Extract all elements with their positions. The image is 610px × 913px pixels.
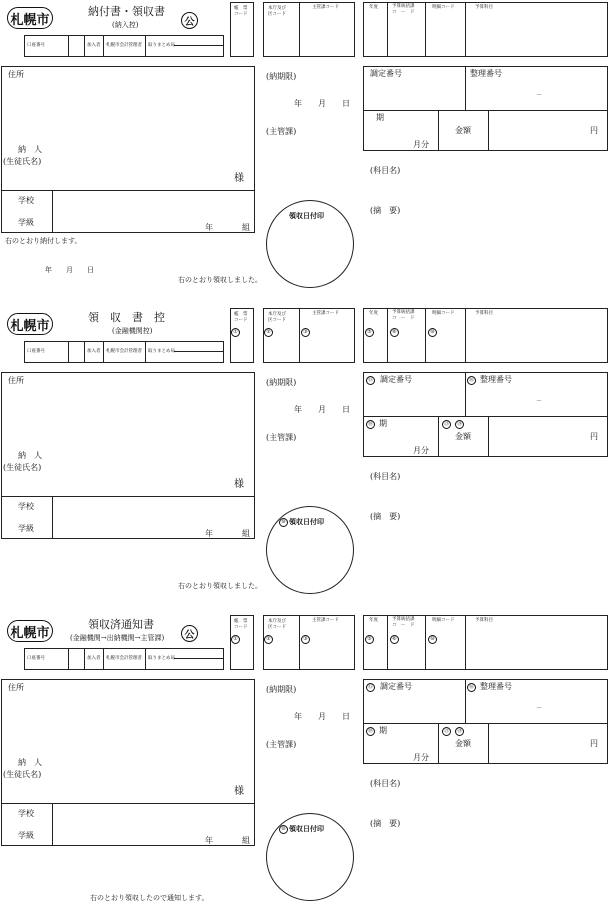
- cell-divider: [68, 35, 69, 57]
- account-info-label: 札幌市会計管理者: [106, 349, 142, 354]
- school-label: 学校: [18, 502, 34, 511]
- cell-divider: [174, 658, 224, 659]
- detail-code-label: 明細コード: [432, 618, 455, 623]
- cell-divider: [145, 648, 146, 670]
- footer-date: 年 月 日: [45, 266, 94, 274]
- budget-code-label: 予算統括課 コ ー ド: [392, 310, 415, 322]
- detail-code-label: 明細コード: [432, 5, 455, 10]
- cell-divider: [387, 615, 388, 670]
- account-info-label: 加入者: [87, 349, 101, 354]
- grade-label: 学級: [18, 218, 34, 227]
- cell-divider: [103, 341, 104, 363]
- footer-note-right: 右のとおり領収しました。: [178, 276, 262, 284]
- summary-label: (摘 要): [370, 512, 401, 521]
- term-label: 期: [379, 419, 387, 428]
- deadline-label: (納期限): [266, 685, 297, 694]
- form-section: [0, 0, 610, 300]
- address-label: 住所: [8, 376, 24, 385]
- cell-divider: [145, 35, 146, 57]
- cell-divider: [387, 2, 388, 57]
- cell-divider: [465, 2, 466, 57]
- cell-divider: [488, 110, 489, 151]
- cell-divider: [68, 341, 69, 363]
- ledger-code-label: 帳 票 コード: [234, 312, 248, 324]
- student-name-label: (生徒氏名): [3, 157, 42, 166]
- summary-label: (摘 要): [370, 206, 401, 215]
- budget-item-label: 予算科目: [475, 5, 493, 10]
- deadline-date: 年 月 日: [294, 405, 350, 414]
- assessment-number-label: 調定番号: [370, 69, 402, 78]
- field-number: ②: [264, 635, 273, 644]
- cell-divider: [174, 45, 224, 46]
- account-info-label: 加入者: [87, 656, 101, 661]
- class-label: 組: [242, 836, 250, 845]
- assessment-number-label: 調定番号: [380, 375, 412, 384]
- assessment-box: [363, 372, 608, 457]
- cell-divider: [84, 648, 85, 670]
- cell-divider: [465, 372, 466, 416]
- year-class-label: 年: [205, 223, 213, 232]
- cell-divider: [1, 803, 255, 804]
- year-label: 年度: [369, 5, 378, 10]
- cell-divider: [465, 66, 466, 110]
- cell-divider: [363, 723, 608, 724]
- cell-divider: [84, 341, 85, 363]
- sama-label: 様: [234, 479, 244, 490]
- detail-code-label: 明細コード: [432, 311, 455, 316]
- cell-divider: [465, 615, 466, 670]
- sama-label: 様: [234, 173, 244, 184]
- stamp-label: 領収日付印: [289, 212, 324, 220]
- form-title: 領収済通知書: [88, 618, 154, 631]
- address-label: 住所: [8, 70, 24, 79]
- assessment-box: [363, 66, 608, 151]
- grade-label: 学級: [18, 831, 34, 840]
- subject-label: (科目名): [370, 472, 401, 481]
- reference-number-label: 整理番号: [480, 682, 512, 691]
- form-subtitle: (金融機関→出納機関→主管課): [70, 634, 165, 642]
- field-number: ⑯: [468, 377, 474, 383]
- year-class-label: 年: [205, 836, 213, 845]
- dept-code-label: 主管課コード: [312, 5, 339, 10]
- field-number: ⑱: [367, 728, 373, 734]
- payer-label: 納 人: [18, 145, 42, 154]
- amount-label: 金額: [455, 432, 471, 441]
- field-number: ⑮: [367, 684, 373, 690]
- cell-divider: [299, 2, 300, 57]
- yen-label: 円: [590, 126, 598, 135]
- cell-divider: [103, 648, 104, 670]
- reference-dash: －: [536, 398, 543, 405]
- term-label: 期: [379, 726, 387, 735]
- cell-divider: [52, 496, 53, 539]
- field-number: ㉔: [456, 728, 462, 734]
- deadline-label: (納期限): [266, 378, 297, 387]
- cell-divider: [1, 190, 255, 191]
- school-label: 学校: [18, 809, 34, 818]
- dept-label: (主管課): [266, 433, 297, 442]
- student-name-label: (生徒氏名): [3, 770, 42, 779]
- payer-label: 納 人: [18, 758, 42, 767]
- cell-divider: [438, 416, 439, 457]
- field-number: ③: [301, 328, 310, 337]
- field-number: ㉑: [443, 728, 449, 734]
- ledger-code-label: 帳 票 コード: [234, 619, 248, 631]
- cell-divider: [387, 308, 388, 363]
- budget-item-label: 予算科目: [475, 618, 493, 623]
- subject-label: (科目名): [370, 779, 401, 788]
- stamp-label: 領収日付印: [289, 518, 324, 526]
- cell-divider: [438, 723, 439, 764]
- field-number: ⑤: [365, 635, 374, 644]
- cell-divider: [425, 2, 426, 57]
- account-info-label: 取りまとめ局: [148, 349, 175, 354]
- account-info-label: 加入者: [87, 43, 101, 48]
- form-section: [0, 613, 610, 913]
- class-label: 組: [242, 529, 250, 538]
- cell-divider: [465, 308, 466, 363]
- deadline-date: 年 月 日: [294, 99, 350, 108]
- dept-code-label: 主管課コード: [312, 618, 339, 623]
- cell-divider: [103, 35, 104, 57]
- month-part-label: 月分: [413, 446, 429, 455]
- field-number: ①: [231, 328, 240, 337]
- assessment-box: [363, 679, 608, 764]
- dept-code-label: 主管課コード: [312, 311, 339, 316]
- payer-label: 納 人: [18, 451, 42, 460]
- form-subtitle: (金融機関控): [112, 327, 153, 335]
- cell-divider: [1, 496, 255, 497]
- public-mark-icon: 公: [181, 625, 198, 642]
- footer-note-left: 右のとおり納付します。: [5, 237, 82, 245]
- deadline-label: (納期限): [266, 72, 297, 81]
- field-number: ⑤: [365, 328, 374, 337]
- cell-divider: [488, 723, 489, 764]
- city-logo: 札幌市: [7, 313, 53, 335]
- reference-number-label: 整理番号: [470, 69, 502, 78]
- account-info-label: 取りまとめ局: [148, 656, 175, 661]
- sama-label: 様: [234, 786, 244, 797]
- field-number: ①: [231, 635, 240, 644]
- city-logo: 札幌市: [7, 620, 53, 642]
- stamp-number: ⑩: [279, 825, 288, 834]
- field-number: ③: [301, 635, 310, 644]
- cell-divider: [299, 308, 300, 363]
- assessment-number-label: 調定番号: [380, 682, 412, 691]
- stamp-label: 領収日付印: [289, 825, 324, 833]
- cell-divider: [363, 416, 608, 417]
- account-info-label: 札幌市会計管理者: [106, 43, 142, 48]
- account-info-label: 札幌市会計管理者: [106, 656, 142, 661]
- account-info-label: 口座番号: [27, 656, 45, 661]
- class-label: 組: [242, 223, 250, 232]
- account-info-label: 口座番号: [27, 43, 45, 48]
- grade-label: 学級: [18, 524, 34, 533]
- account-info-label: 口座番号: [27, 349, 45, 354]
- field-number: ㉔: [456, 421, 462, 427]
- field-number: ⑥: [390, 635, 399, 644]
- footer-note-right: 右のとおり領収しました。: [178, 582, 262, 590]
- budget-code-label: 予算統括課 コ ー ド: [392, 617, 415, 629]
- ledger-code-label: 帳 票 コード: [234, 6, 248, 18]
- cell-divider: [68, 648, 69, 670]
- dept-label: (主管課): [266, 740, 297, 749]
- address-label: 住所: [8, 683, 24, 692]
- reference-number-label: 整理番号: [480, 375, 512, 384]
- summary-label: (摘 要): [370, 819, 401, 828]
- cell-divider: [425, 308, 426, 363]
- public-mark-icon: 公: [181, 12, 198, 29]
- city-logo: 札幌市: [7, 7, 53, 29]
- field-number: ⑥: [390, 328, 399, 337]
- field-number: ②: [264, 328, 273, 337]
- cell-divider: [174, 351, 224, 352]
- footer-note-right: 右のとおり領収したので通知します。: [90, 894, 209, 902]
- month-part-label: 月分: [413, 753, 429, 762]
- field-number: ⑱: [367, 421, 373, 427]
- school-label: 学校: [18, 196, 34, 205]
- subject-label: (科目名): [370, 166, 401, 175]
- cell-divider: [52, 190, 53, 233]
- form-subtitle: (納入控): [112, 21, 139, 29]
- reference-dash: －: [536, 92, 543, 99]
- stamp-number: ⑩: [279, 518, 288, 527]
- form-section: [0, 306, 610, 606]
- form-title: 納付書・領収書: [88, 5, 165, 18]
- cell-divider: [84, 35, 85, 57]
- year-label: 年度: [369, 311, 378, 316]
- deadline-date: 年 月 日: [294, 712, 350, 721]
- term-label: 期: [376, 113, 384, 122]
- account-info-label: 取りまとめ局: [148, 43, 175, 48]
- field-number: ⑩: [428, 635, 437, 644]
- budget-code-label: 予算統括課 コ ー ド: [392, 4, 415, 16]
- form-title: 領 収 書 控: [88, 311, 165, 324]
- yen-label: 円: [590, 432, 598, 441]
- year-label: 年度: [369, 618, 378, 623]
- reference-dash: －: [536, 705, 543, 712]
- field-number: ⑩: [428, 328, 437, 337]
- dept-label: (主管課): [266, 127, 297, 136]
- amount-label: 金額: [455, 739, 471, 748]
- cell-divider: [145, 341, 146, 363]
- cell-divider: [488, 416, 489, 457]
- cell-divider: [299, 615, 300, 670]
- month-part-label: 月分: [413, 140, 429, 149]
- yen-label: 円: [590, 739, 598, 748]
- field-number: ⑮: [367, 377, 373, 383]
- amount-label: 金額: [455, 126, 471, 135]
- student-name-label: (生徒氏名): [3, 463, 42, 472]
- field-number: ㉑: [443, 421, 449, 427]
- cell-divider: [438, 110, 439, 151]
- budget-item-label: 予算科目: [475, 311, 493, 316]
- agency-code-label: 本庁及び 区コード: [268, 619, 286, 631]
- cell-divider: [363, 110, 608, 111]
- cell-divider: [52, 803, 53, 846]
- agency-code-label: 本庁及び 区コード: [268, 6, 286, 18]
- cell-divider: [425, 615, 426, 670]
- year-class-label: 年: [205, 529, 213, 538]
- field-number: ⑯: [468, 684, 474, 690]
- agency-code-label: 本庁及び 区コード: [268, 312, 286, 324]
- cell-divider: [465, 679, 466, 723]
